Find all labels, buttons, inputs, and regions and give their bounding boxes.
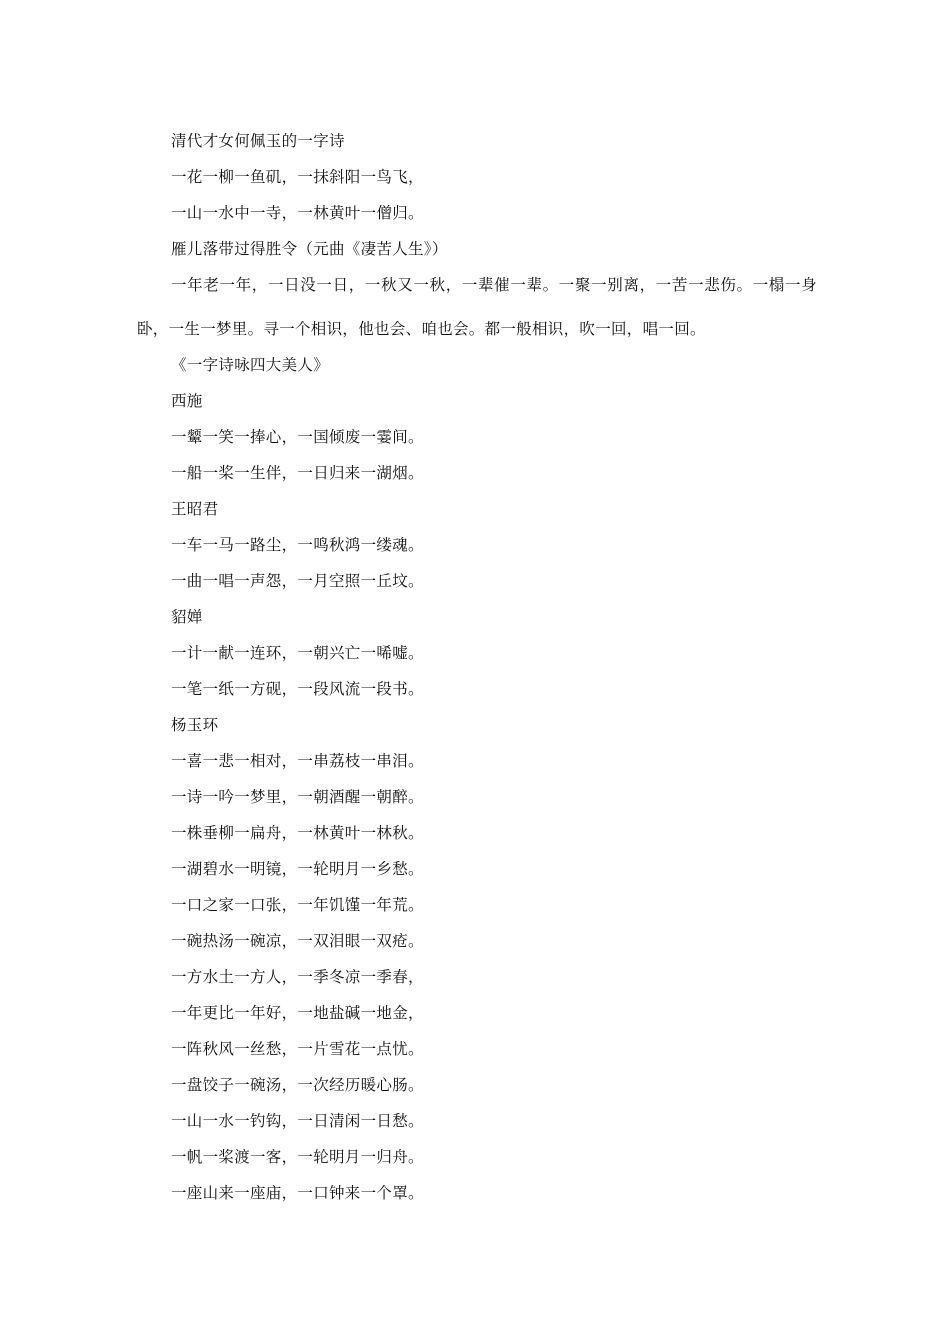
poem-title-yuan-qu: 雁儿落带过得胜令（元曲《凄苦人生》）: [171, 240, 448, 258]
poem-line: 一诗一吟一梦里，一朝酒醒一朝醉。: [171, 788, 424, 806]
yuan-qu-paragraph: 一年老一年，一日没一日，一秋又一秋，一辈催一辈。一聚一别离，一苦一悲伤。一榻一身卧，一生一梦里。寻一个相识，他也会、咱也会。都一般相识，吹一回，唱一回。: [137, 276, 817, 338]
section-heading-yang-yuhuan: 杨玉环: [171, 716, 219, 734]
poem-line: 一湖碧水一明镜，一轮明月一乡愁。: [171, 860, 424, 878]
poem-line: 一山一水中一寺，一林黄叶一僧归。: [171, 204, 424, 222]
poem-line: 一株垂柳一扁舟，一林黄叶一林秋。: [171, 824, 424, 842]
poem-line: 一笔一纸一方砚，一段风流一段书。: [171, 680, 424, 698]
poem-line: 一山一水一钓钩，一日清闲一日愁。: [171, 1112, 424, 1130]
poem-line: 一口之家一口张，一年饥馑一年荒。: [171, 896, 424, 914]
poem-line: 一盘饺子一碗汤，一次经历暖心肠。: [171, 1076, 424, 1094]
poem-line: 一车一马一路尘，一鸣秋鸿一缕魂。: [171, 536, 424, 554]
poem-line: 一年更比一年好，一地盐碱一地金，: [171, 1004, 424, 1022]
section-heading-wang-zhaojun: 王昭君: [171, 500, 219, 518]
poem-line: 一阵秋风一丝愁，一片雪花一点忧。: [171, 1040, 424, 1058]
poem-line: 一帆一桨渡一客，一轮明月一归舟。: [171, 1148, 424, 1166]
poem-title-four-beauties: 《一字诗咏四大美人》: [171, 356, 330, 374]
poem-line: 一船一桨一生伴，一日归来一湖烟。: [171, 464, 424, 482]
section-heading-xishi: 西施: [171, 392, 203, 410]
poem-line: 一方水土一方人，一季冬凉一季春，: [171, 968, 424, 986]
section-heading-diaochan: 貂婵: [171, 608, 203, 626]
document-body: [137, 123, 817, 1211]
poem-line: 一花一柳一鱼矶，一抹斜阳一鸟飞，: [171, 168, 424, 186]
poem-line: 一碗热汤一碗凉，一双泪眼一双疮。: [171, 932, 424, 950]
poem-line: 一颦一笑一捧心，一国倾废一霎间。: [171, 428, 424, 446]
yuan-qu-paragraph-wrap: [137, 263, 817, 351]
poem-line: 一计一献一连环，一朝兴亡一唏嘘。: [171, 644, 424, 662]
poem-line: 一喜一悲一相对，一串荔枝一串泪。: [171, 752, 424, 770]
poem-line: 一座山来一座庙，一口钟来一个罩。: [171, 1184, 424, 1202]
poem-line: 一曲一唱一声怨，一月空照一丘坟。: [171, 572, 424, 590]
poem-title-he-peiyu: 清代才女何佩玉的一字诗: [171, 132, 345, 150]
